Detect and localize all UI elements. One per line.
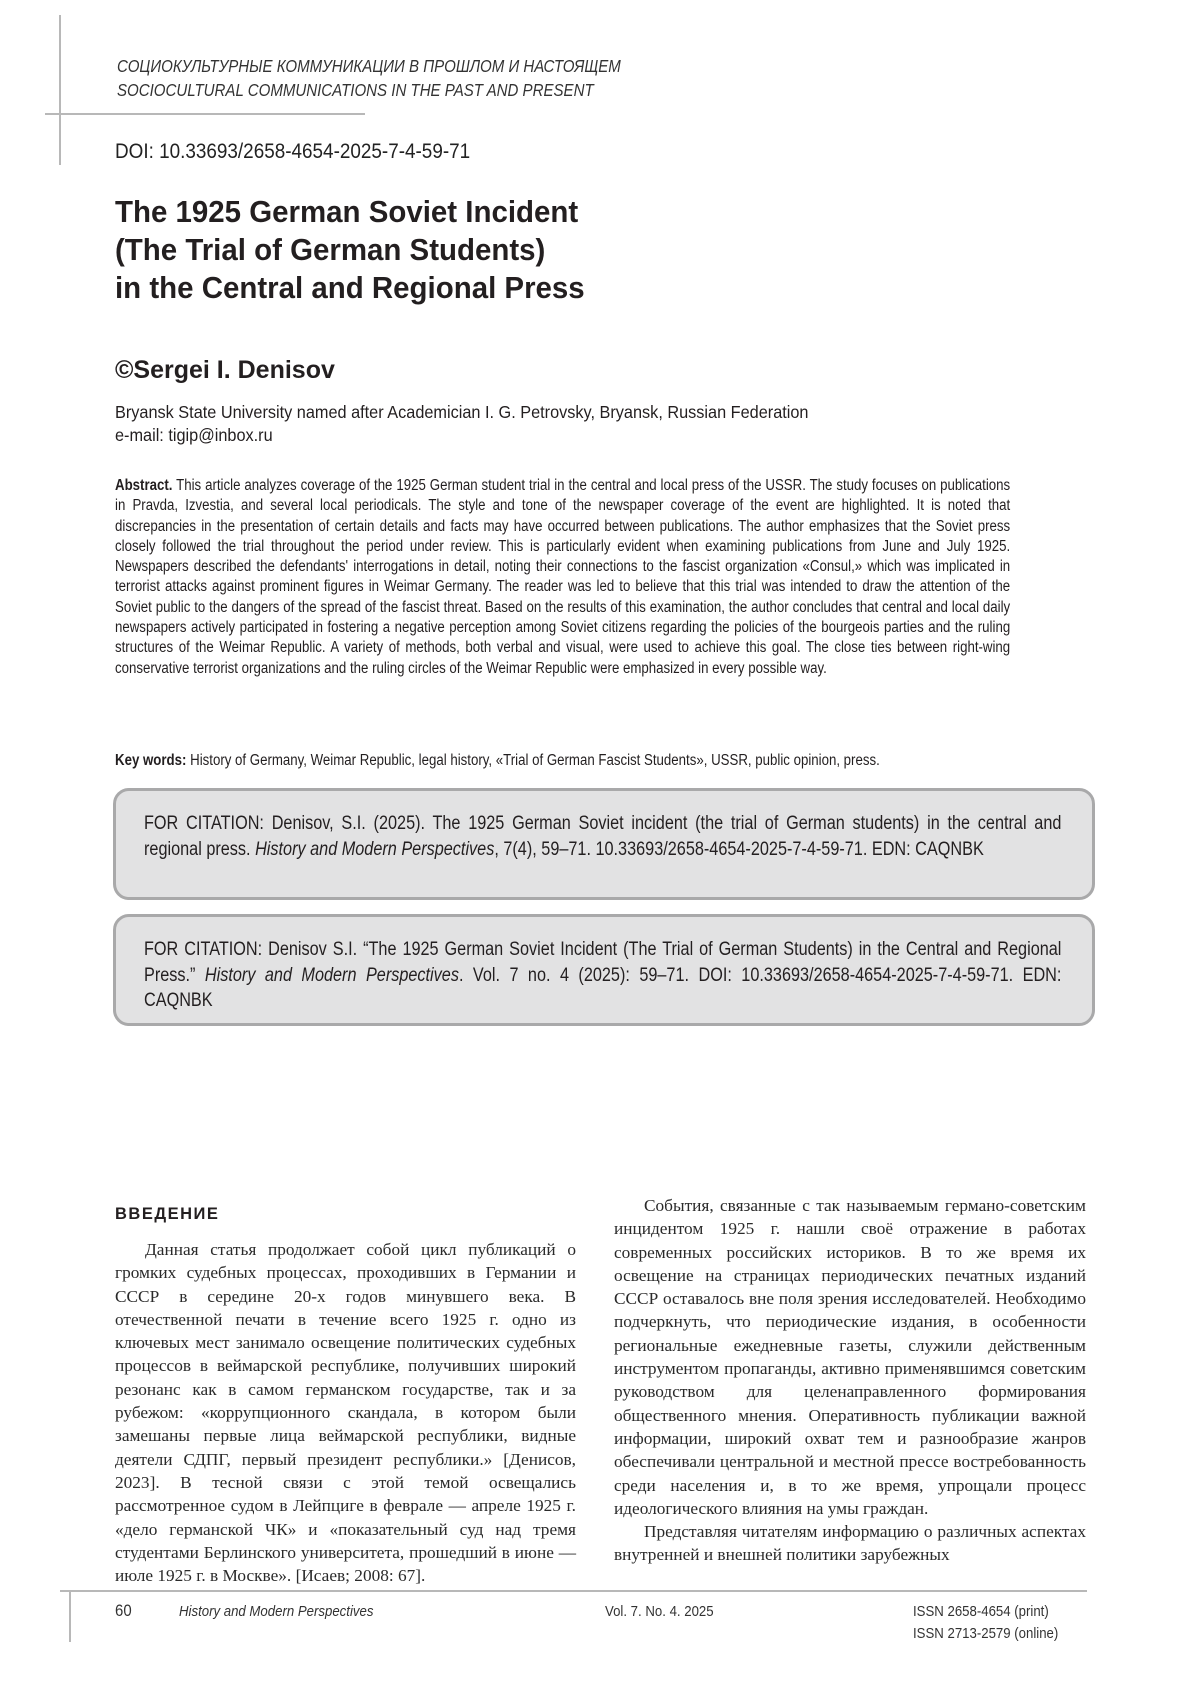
footer-rule [60,1590,1087,1592]
paragraph: Представляя читателям информацию о различных аспектах внутренней и внешней политики зарубежных [614,1522,1086,1565]
keywords-text: History of Germany, Weimar Republic, legal history, «Trial of German Fascist Students», USSR, public opinion, press. [186,752,880,769]
citation-journal: History and Modern Perspectives [204,964,459,986]
author-affiliation: Bryansk State University named after Academician I. G. Petrovsky, Bryansk, Russian Federation [115,402,809,422]
citation-post: . Vol. 7 no. 4 (2025): 59–71. DOI: 10.33693/2658-4654-2025-7-4-59-71. EDN: CAQNBK [144,964,1062,1011]
footer-issue: Vol. 7. No. 4. 2025 [605,1603,714,1620]
section-heading: ВВЕДЕНИЕ [115,1205,220,1223]
footer-journal: History and Modern Perspectives [179,1603,374,1620]
citation-pre: FOR CITATION: Denisov S.I. “The 1925 German Soviet Incident (The Trial of German Students) in the Central and Regional Press.” [144,939,1062,986]
citation-text [144,811,1061,862]
article-title [115,193,585,307]
keywords-label: Key words: [115,752,187,769]
issn-print: ISSN 2658-4654 (print) [913,1603,1049,1620]
title-line: (The Trial of German Students) [115,232,546,267]
keywords [115,752,1010,770]
journal-section-en: SOCIOCULTURAL COMMUNICATIONS IN THE PAST AND PRESENT [117,80,594,100]
citation-text [144,937,1061,1014]
header-horizontal-rule [45,113,365,115]
abstract [115,476,1010,679]
doi: DOI: 10.33693/2658-4654-2025-7-4-59-71 [115,140,471,163]
citation-box-apa [113,788,1095,900]
author-name: ©Sergei I. Denisov [115,356,335,384]
issn-online: ISSN 2713-2579 (online) [913,1625,1059,1642]
title-line: The 1925 German Soviet Incident [115,194,579,229]
title-line: in the Central and Regional Press [115,270,585,305]
journal-section-ru: СОЦИОКУЛЬТУРНЫЕ КОММУНИКАЦИИ В ПРОШЛОМ И НАСТОЯЩЕМ [117,56,621,76]
abstract-label: Abstract. [115,477,173,494]
citation-box-chicago [113,914,1095,1026]
paragraph: События, связанные с так называемым германо-советским инцидентом 1925 г. нашли своё отражение в работах современных российских историков. В то же время их освещение на страницах периодических печатных изданий СССР оставалось вне поля зрения исследователей. Необходимо подчеркнуть, что периодические издания, в особенности региональные ежедневные газеты, служили действенным инструментом пропаганды, активно применявшимся советским руководством для целенаправленного формирования общественного мнения. Оперативность публикации важной информации, широкий охват тем и разнообразие жанров обеспечивали центральной и местной прессе востребованность среди населения и, в то же время, упрощали процесс идеологического влияния на умы граждан. [614,1196,1086,1518]
citation-post: , 7(4), 59–71. 10.33693/2658-4654-2025-7-4-59-71. EDN: CAQNBK [494,838,984,860]
body-column-left [115,1238,576,1587]
page-number: 60 [115,1601,132,1620]
abstract-text: This article analyzes coverage of the 1925 German student trial in the central and local press of the USSR. The study focuses on publications in Pravda, Izvestia, and several local periodicals. The style and tone of the newspaper coverage of the event are highlighted. It is noted that discrepancies in the presentation of certain details and facts may have occurred between publications. The author emphasizes that the Soviet press closely followed the trial throughout the period under review. This is particularly evident when examining publications from June and July 1925. Newspapers described the defendants' interrogations in detail, noting their connections to the fascist organization «Consul,» which was implicated in terrorist attacks against prominent figures in Weimar Germany. The reader was led to believe that this trial was intended to draw the attention of the Soviet public to the dangers of the spread of the fascist threat. Based on the results of this examination, the author concludes that central and local daily newspapers actively participated in fostering a negative perception among Soviet citizens regarding the policies of the bourgeois parties and the ruling structures of the Weimar Republic. A variety of methods, both verbal and visual, were used to achieve this goal. The close ties between right-wing conservative terrorist organizations and the ruling circles of the Weimar Republic were emphasized in every possible way. [115,477,1011,677]
body-column-right [614,1194,1086,1567]
footer-vertical-rule [69,1590,71,1642]
paragraph: Данная статья продолжает собой цикл публикаций о громких судебных процессах, проходивших в Германии и СССР в середине 20-х годов минувшего века. В отечественной печати в течение всего 1925 г. одно из ключевых мест занимало освещение политических судебных процессов в веймарской республике, получивших широкий резонанс как в самом германском государстве, так и за рубежом: «коррупционного скандала, в котором были замешаны первые лица веймарской республики, видные деятели СДПГ, первый президент республики.» [Денисов, 2023]. В тесной связи с этой темой освещались рассмотренное судом в Лейпциге в феврале — апреле 1925 г. «дело германской ЧК» и «показательный суд над тремя студентами Берлинского университета, прошедший в июне — июле 1925 г. в Москве». [Исаев; 2008: 67]. [115,1240,576,1586]
header-vertical-rule [59,15,61,165]
author-email[interactable]: e-mail: tigip@inbox.ru [115,425,273,445]
citation-journal: History and Modern Perspectives [255,838,495,860]
citation-pre: FOR CITATION: Denisov, S.I. (2025). The 1925 German Soviet incident (the trial of German students) in the central and regional press. [144,813,1062,860]
